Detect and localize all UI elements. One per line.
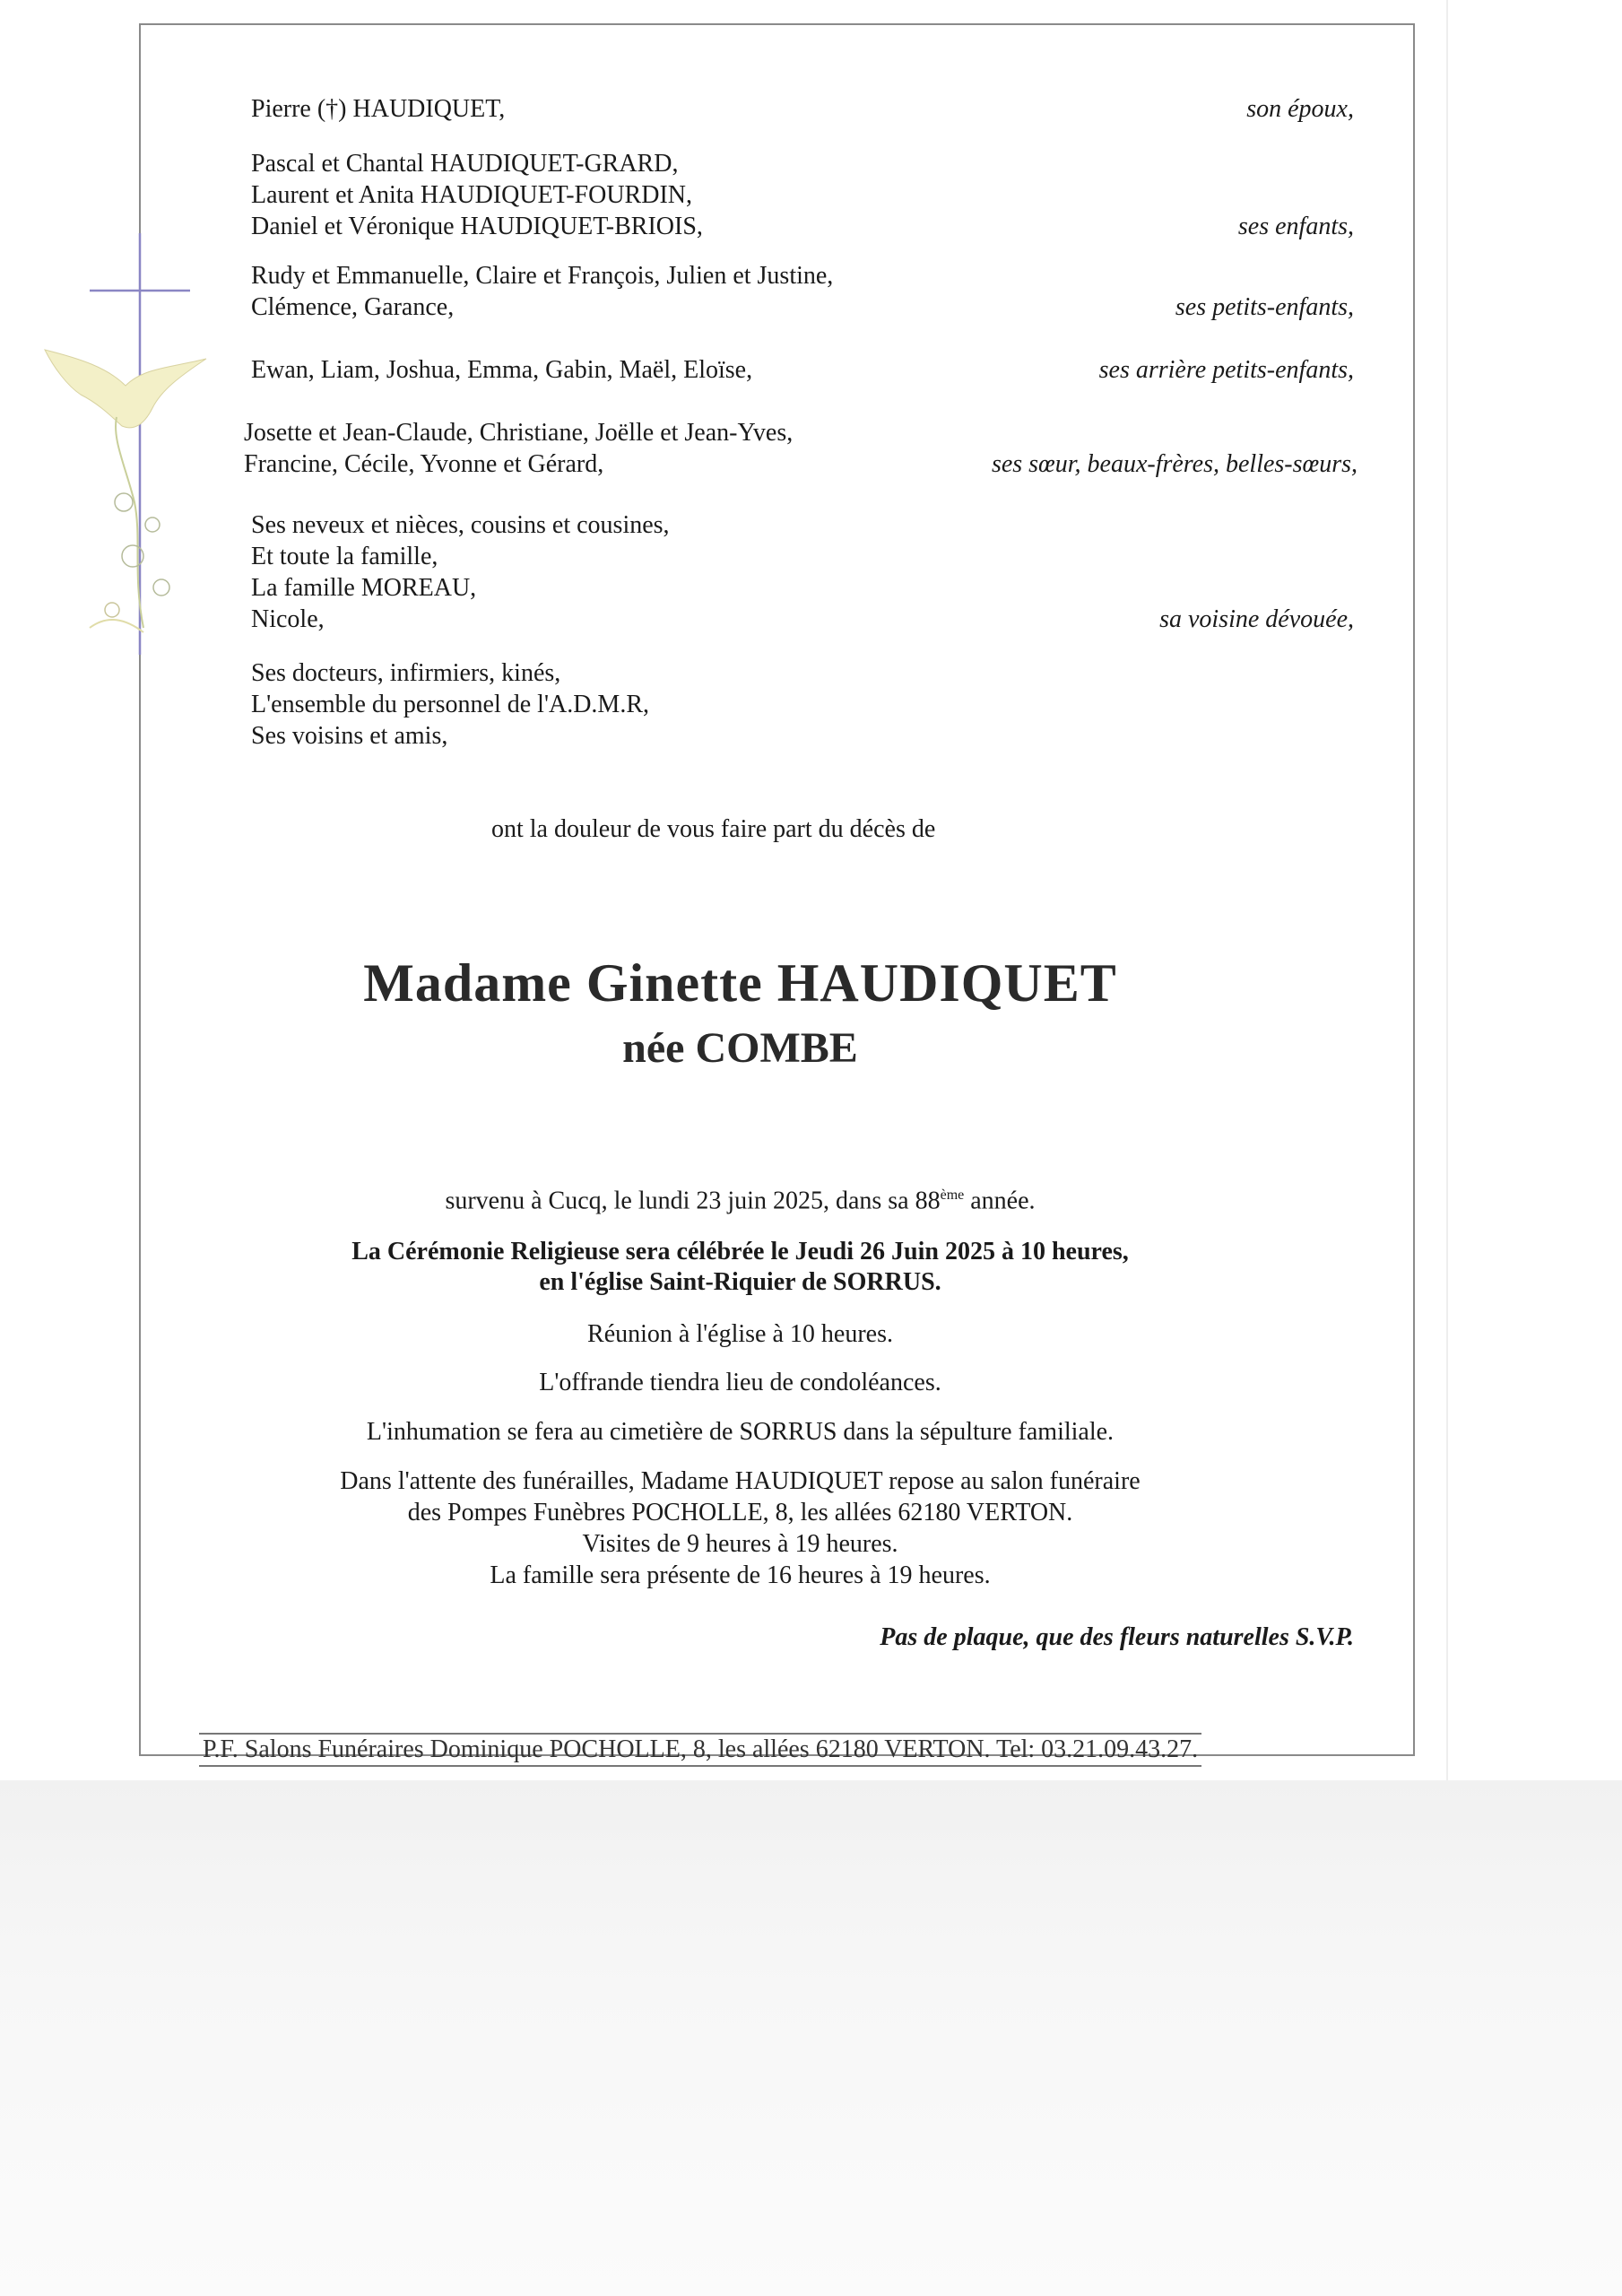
ceremony-line-2: en l'église Saint-Riquier de SORRUS. (539, 1268, 941, 1296)
child-line: Daniel et Véronique HAUDIQUET-BRIOIS, (251, 213, 703, 240)
scan-edge (1446, 0, 1448, 1785)
burial-info: L'inhumation se fera au cimetière de SORRUS dans la sépulture familiale. (366, 1418, 1115, 1446)
siblings-label: ses sœur, beaux-frères, belles-sœurs, (991, 450, 1357, 478)
carer-line: L'ensemble du personnel de l'A.D.M.R, (251, 691, 650, 718)
rest-line-2: des Pompes Funèbres POCHOLLE, 8, les allées 62180 VERTON. (407, 1499, 1073, 1526)
sibling-line: Josette et Jean-Claude, Christiane, Joëlle et Jean-Yves, (244, 419, 794, 447)
neighbor-label: sa voisine dévouée, (1159, 605, 1354, 633)
carer-line: Ses docteurs, infirmiers, kinés, (251, 659, 561, 687)
deceased-maiden-name: née COMBE (622, 1024, 858, 1072)
other-line: Et toute la famille, (251, 543, 438, 570)
great-grandchildren-list: Ewan, Liam, Joshua, Emma, Gabin, Maël, Eloïse, (251, 356, 753, 384)
others-list (251, 509, 670, 635)
family-presence-info: La famille sera présente de 16 heures à 19 heures. (490, 1561, 991, 1589)
grandchild-line: Rudy et Emmanuelle, Claire et François, Julien et Justine, (251, 262, 834, 290)
ceremony-line-1: La Cérémonie Religieuse sera célébrée le Jeudi 26 Juin 2025 à 10 heures, (351, 1238, 1129, 1265)
children-label: ses enfants, (1237, 213, 1354, 240)
death-details-text: survenu à Cucq, le lundi 23 juin 2025, dans sa 88 (445, 1187, 941, 1215)
carers-list (251, 657, 649, 752)
deceased-name: Madame Ginette HAUDIQUET (363, 953, 1117, 1013)
visits-info: Visites de 9 heures à 19 heures. (582, 1530, 898, 1558)
death-details-sup: ème (940, 1187, 965, 1203)
child-line: Pascal et Chantal HAUDIQUET-GRARD, (251, 150, 679, 178)
announcement: ont la douleur de vous faire part du décès de (491, 815, 936, 843)
rest-line-1: Dans l'attente des funérailles, Madame HAUDIQUET repose au salon funéraire (340, 1467, 1141, 1495)
spouse-label: son époux, (1246, 95, 1354, 123)
siblings-list (244, 417, 793, 480)
death-details-end: année. (964, 1187, 1036, 1215)
great-grandchildren-label: ses arrière petits-enfants, (1098, 356, 1354, 384)
grandchildren-list (251, 260, 833, 323)
meeting-info: Réunion à l'église à 10 heures. (587, 1320, 893, 1348)
spouse-name: Pierre (†) HAUDIQUET, (251, 95, 506, 123)
other-line: Nicole, (251, 605, 325, 633)
other-line: Ses neveux et nièces, cousins et cousines, (251, 511, 670, 539)
grandchild-line: Clémence, Garance, (251, 293, 455, 321)
other-line: La famille MOREAU, (251, 574, 477, 602)
children-list (251, 148, 703, 242)
carer-line: Ses voisins et amis, (251, 722, 448, 750)
sibling-line: Francine, Cécile, Yvonne et Gérard, (244, 450, 604, 478)
grandchildren-label: ses petits-enfants, (1175, 293, 1354, 321)
scan-background (0, 1780, 1622, 2296)
child-line: Laurent et Anita HAUDIQUET-FOURDIN, (251, 181, 692, 209)
funeral-home-footer: P.F. Salons Funéraires Dominique POCHOLLE, 8, les allées 62180 VERTON. Tel: 03.21.09.43.27. (199, 1733, 1201, 1767)
death-details (139, 1179, 1341, 1216)
cross-dove-flowers-icon (27, 233, 224, 682)
offering-info: L'offrande tiendra lieu de condoléances. (539, 1369, 941, 1396)
flowers-note: Pas de plaque, que des fleurs naturelles S.V.P. (880, 1623, 1354, 1651)
